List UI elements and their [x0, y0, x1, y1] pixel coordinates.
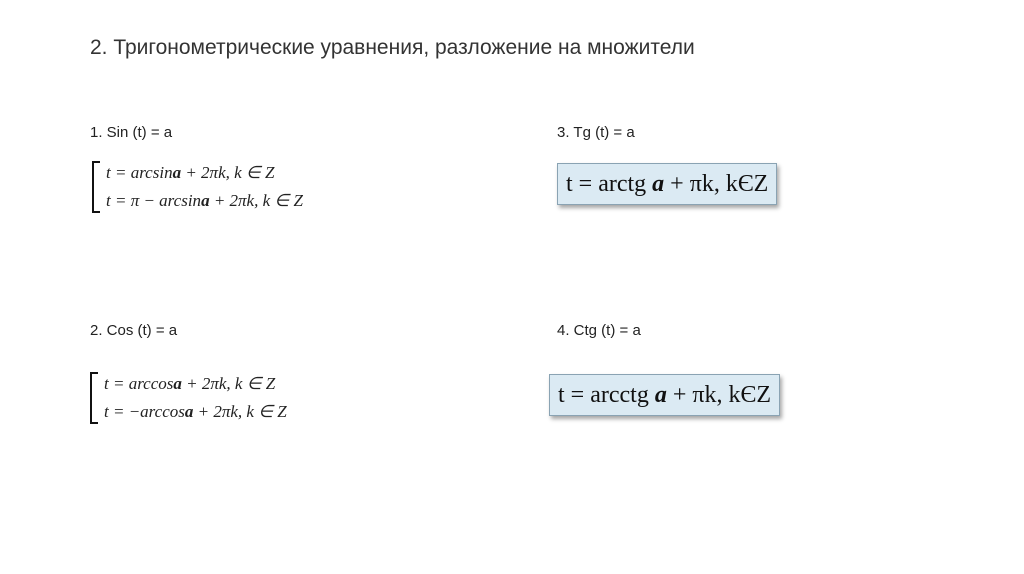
cos-solution-line-2: t = −arccosa + 2πk, k ∈ Z — [104, 402, 287, 421]
tg-equation-label: 3. Tg (t) = a — [557, 124, 635, 141]
cos-equation-label: 2. Cos (t) = a — [90, 322, 178, 339]
slide-title: 2. Тригонометрические уравнения, разложение на множители — [90, 36, 695, 59]
sin-solution-line-2: t = π − arcsina + 2πk, k ∈ Z — [106, 191, 303, 210]
ctg-solution-box: t = arcctg a + πk, kЄZ — [549, 374, 780, 416]
cos-solution-line-1: t = arccosa + 2πk, k ∈ Z — [104, 374, 276, 393]
system-bracket — [92, 161, 100, 213]
system-bracket — [90, 372, 98, 424]
cos-solution-system — [90, 370, 287, 426]
tg-solution-box: t = arctg a + πk, kЄZ — [557, 163, 777, 205]
sin-solution-line-1: t = arcsina + 2πk, k ∈ Z — [106, 163, 275, 182]
ctg-equation-label: 4. Ctg (t) = a — [557, 322, 641, 339]
sin-solution-system — [92, 159, 303, 215]
sin-equation-label: 1. Sin (t) = a — [90, 124, 173, 141]
